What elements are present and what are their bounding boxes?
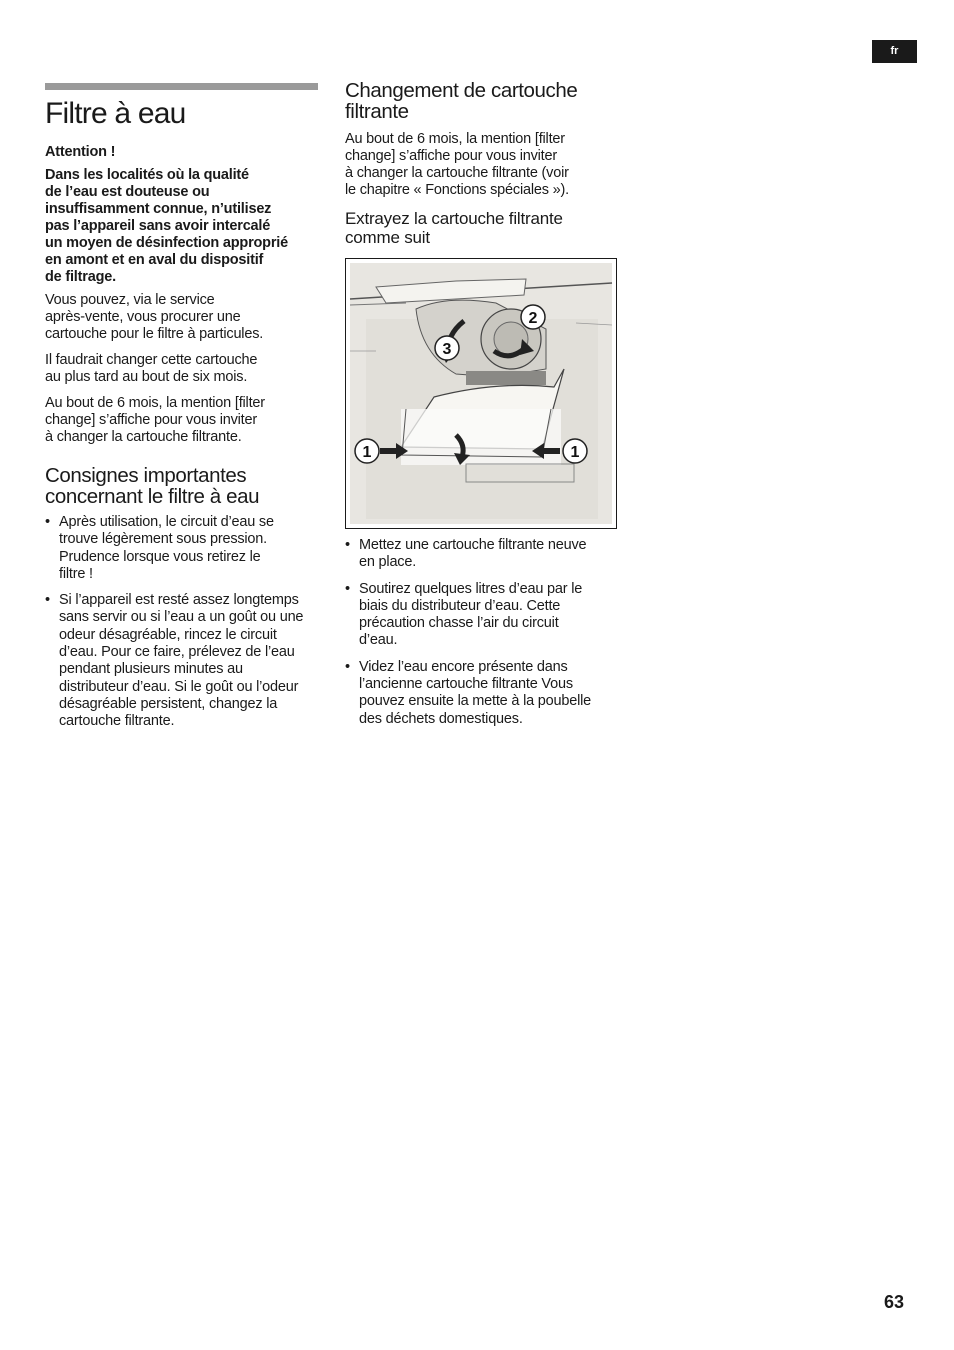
language-tab: fr [872,40,917,63]
text-line: après-vente, vous procurer une [45,309,241,325]
heading-line: comme suit [345,228,430,247]
warning-line: insuffisamment connue, n’utilisez [45,201,272,217]
title-rule [45,83,318,90]
section-title-replace [345,80,620,122]
text-line: des déchets domestiques. [359,710,523,727]
attention-label: Attention ! [45,144,116,160]
text-line: Au bout de 6 mois, la mention [filter [45,395,265,411]
heading-line: Consignes importantes [45,464,247,487]
warning-line: Dans les localités où la qualité [45,167,249,183]
text-line: d’eau. Pour ce faire, prélevez de l’eau [59,644,295,661]
text-line: désagréable persistent, changez la [59,695,278,712]
left-column [45,83,330,731]
page-number: 63 [884,1292,905,1312]
callout-label: 1 [570,444,580,461]
list-item [45,592,330,730]
page-title: Filtre à eau [45,97,186,130]
instructions-list [45,514,330,731]
text-line: cartouche pour le filtre à particules. [45,326,264,342]
text-line: Mettez une cartouche filtrante neuve [359,537,587,553]
text-line: Videz l’eau encore présente dans [359,658,568,675]
text-line: trouve légèrement sous pression. [59,531,267,548]
warning-line: de l’eau est douteuse ou [45,184,210,200]
text-line: le chapitre « Fonctions spéciales »). [345,182,569,198]
heading-line: Changement de cartouche [345,79,578,102]
filter-drawing [346,259,616,528]
heading-line: filtrante [345,100,409,123]
steps-list [345,537,620,728]
text-line: distributeur d’eau. Si le goût ou l’odeur [59,678,299,695]
text-line: Soutirez quelques litres d’eau par le [359,580,583,597]
paragraph-replace [45,352,330,386]
warning-line: pas l’appareil sans avoir intercalé [45,218,271,234]
text-line: au plus tard au bout de six mois. [45,369,248,385]
callout-label: 2 [528,310,538,327]
list-item [45,514,330,583]
list-item [345,659,620,728]
warning-line: un moyen de désinfection approprié [45,235,288,251]
warning-line: en amont et en aval du dispositif [45,252,264,268]
text-line: cartouche filtrante. [59,713,175,730]
text-line: à changer la cartouche filtrante (voir [345,165,569,181]
warning-line: de filtrage. [45,269,116,285]
text-line: pouvez ensuite la mette à la poubelle [359,693,592,710]
text-line: Après utilisation, le circuit d’eau se [59,514,274,530]
paragraph-filter-change [45,395,330,446]
text-line: change] s’affiche pour vous inviter [345,148,557,164]
section-title-instructions [45,465,330,507]
heading-line: concernant le filtre à eau [45,485,260,508]
paragraph-service [45,292,330,343]
text-line: change] s’affiche pour vous inviter [45,412,257,428]
callout-label: 1 [362,444,372,461]
text-line: en place. [359,554,417,571]
text-line: Prudence lorsque vous retirez le [59,548,261,565]
text-line: l’ancienne cartouche filtrante Vous [359,676,573,693]
text-line: à changer la cartouche filtrante. [45,429,242,445]
text-line: odeur désagréable, rincez le circuit [59,626,277,643]
text-line: biais du distributeur d’eau. Cette [359,597,561,614]
text-line: pendant plusieurs minutes au [59,661,243,678]
text-line: Au bout de 6 mois, la mention [filter [345,131,565,147]
heading-line: Extrayez la cartouche filtrante [345,209,563,228]
text-line: Il faudrait changer cette cartouche [45,352,258,368]
list-item [345,537,620,572]
text-line: Si l’appareil est resté assez longtemps [59,592,299,609]
text-line: Vous pouvez, via le service [45,292,215,308]
text-line: d’eau. [359,632,398,649]
filter-illustration [345,258,617,529]
subsection-title [345,209,620,247]
warning-text [45,167,330,286]
right-column [345,80,620,728]
text-line: filtre ! [59,565,93,582]
text-line: sans servir ou si l’eau a un goût ou une [59,609,304,626]
text-line: précaution chasse l’air du circuit [359,615,559,632]
list-item [345,581,620,650]
callout-label: 3 [442,341,452,358]
paragraph-intro [345,131,620,199]
